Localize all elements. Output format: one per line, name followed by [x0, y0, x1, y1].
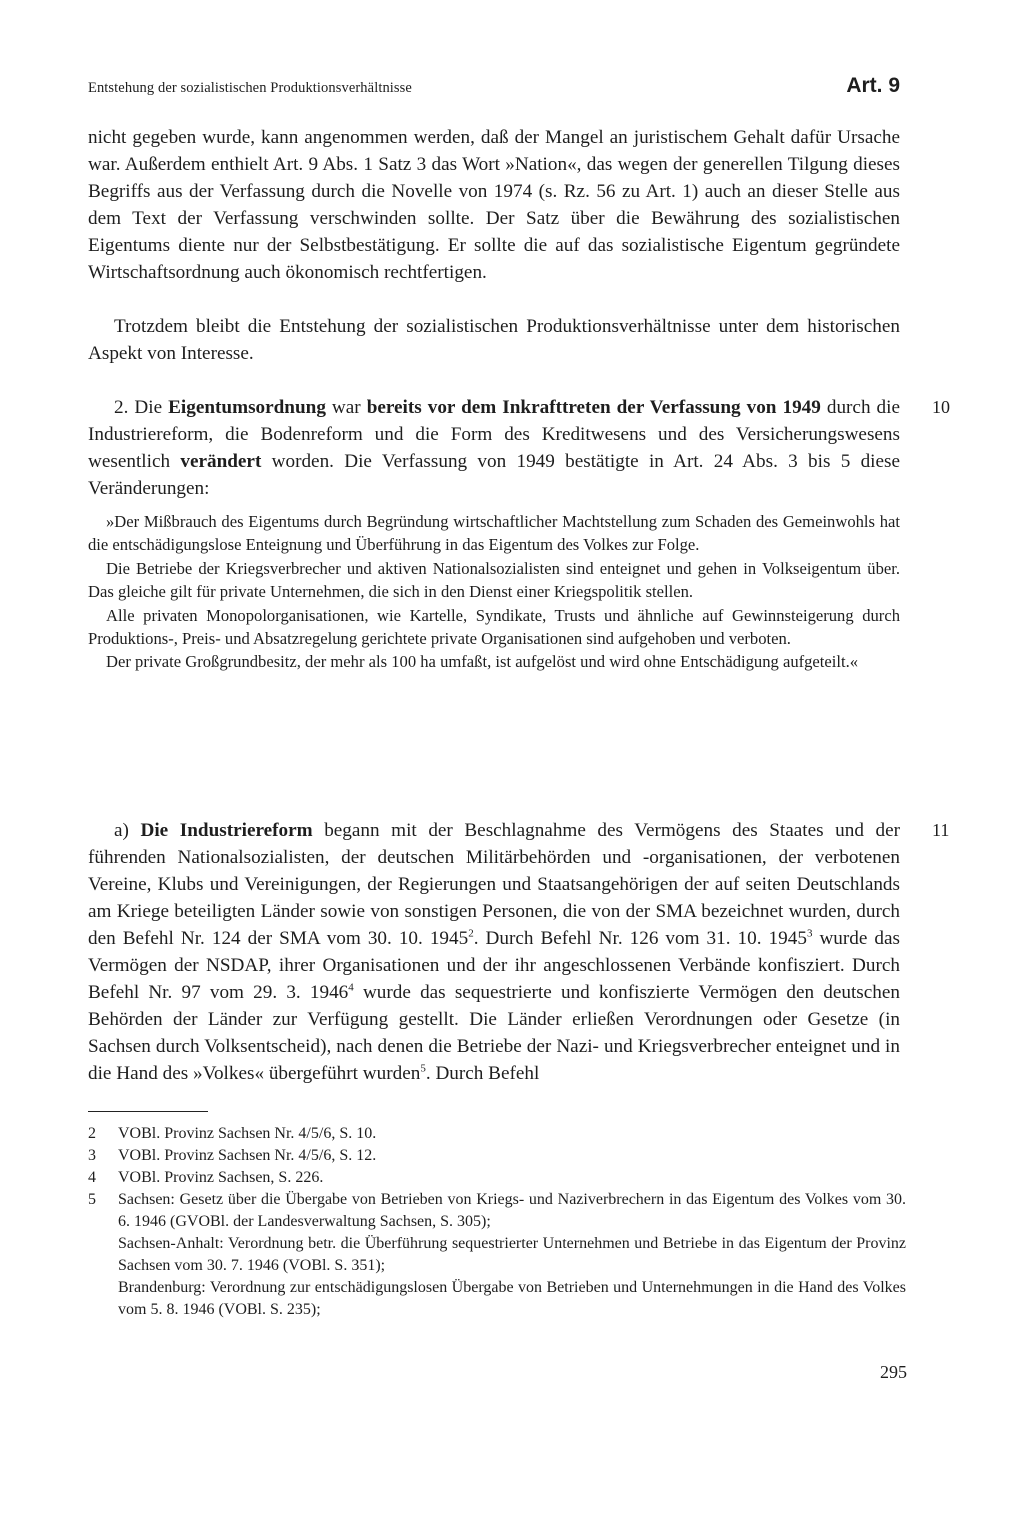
bold-term: Die Industriereform	[140, 820, 313, 841]
footnote-ref[interactable]: 3	[806, 927, 813, 940]
footnote-3	[88, 1145, 906, 1167]
quote-block	[88, 510, 900, 674]
body-paragraph: Trotzdem bleibt die Entstehung der sozialistischen Produktionsverhältnisse unter dem historischen Aspekt von Interesse.	[88, 316, 900, 364]
text-run: durch die Industriereform, die Bodenreform und die Form des Kreditwesens und des Versicherungswesens wesentlich	[88, 397, 900, 472]
article-label: Art. 9	[846, 74, 900, 97]
margin-number-10: 10	[932, 397, 950, 417]
footnotes	[88, 1123, 906, 1321]
section-industriereform	[88, 817, 900, 1087]
margin-number-11: 11	[932, 820, 950, 840]
footnote-ref[interactable]: 5	[420, 1062, 426, 1075]
footnote-text: Sachsen-Anhalt: Verordnung betr. die Überführung sequestrierter Unternehmen und Betriebe in das Eigentum der Provinz Sachsen vom 30. 7. 1946 (VOBl. S. 351);	[118, 1235, 906, 1274]
bold-term: Eigentumsordnung	[168, 397, 326, 418]
text-run: . Durch Befehl Nr. 126 vom 31. 10. 1945	[473, 928, 807, 949]
body-paragraph	[88, 394, 900, 502]
footnote-text: VOBl. Provinz Sachsen Nr. 4/5/6, S. 12.	[118, 1147, 377, 1164]
quote-paragraph: »Der Mißbrauch des Eigentums durch Begründung wirtschaftlicher Machtstellung zum Schaden des Gemeinwohls hat die entschädigungslose Enteignung und Überführung in das Eigentum des Volkes zur Folge.	[88, 512, 900, 555]
page-number: 295	[880, 1362, 907, 1382]
bold-term: verändert	[180, 451, 262, 472]
footnote-5	[88, 1189, 906, 1321]
text-run: begann mit der Beschlagnahme des Vermögens des Staates und der führenden Nationalsozialisten, der deutschen Militärbehörden und -organisationen, der verbotenen Vereine, Klubs und Vereinigungen, der Regierungen und Staatsangehörigen der auf seiten Deutschlands am Kriege beteiligten Länder sowie von sonstigen Personen, die von der SMA bezeichnet wurden, durch den Befehl Nr. 124 der SMA vom 30. 10. 1945	[88, 820, 901, 949]
section-eigentumsordnung	[88, 394, 900, 502]
paragraph-trotzdem	[88, 313, 900, 367]
text-run: war	[325, 397, 367, 418]
footnote-2	[88, 1123, 906, 1145]
footnote-ref[interactable]: 2	[468, 927, 474, 940]
text-run: worden. Die Verfassung von 1949 bestätigte in Art. 24 Abs. 3 bis 5 diese Veränderungen:	[88, 451, 900, 499]
footnote-number: 4	[88, 1169, 96, 1186]
running-head: Entstehung der sozialistischen Produktionsverhältnisse	[88, 80, 412, 96]
body-paragraph	[88, 817, 900, 1087]
footnote-ref[interactable]: 4	[348, 981, 354, 994]
footnote-number: 5	[88, 1191, 96, 1208]
body-paragraph: nicht gegeben wurde, kann angenommen werden, daß der Mangel an juristischem Gehalt dafür Ursache war. Außerdem enthielt Art. 9 Abs. 1 Satz 3 das Wort »Nation«, das wegen der generellen Tilgung dieses Begriffs aus der Verfassung durch die Novelle von 1974 (s. Rz. 56 zu Art. 1) auch an dieser Stelle aus dem Text der Verfassung verschwinden sollte. Der Satz über die Bewährung des sozialistischen Eigentums diente nur der Selbstbestätigung. Er sollte die auf das sozialistische Eigentum gegründete Wirtschaftsordnung auch ökonomisch rechtfertigen.	[88, 127, 900, 283]
footnote-text: VOBl. Provinz Sachsen Nr. 4/5/6, S. 10.	[118, 1125, 377, 1142]
footnote-divider	[88, 1111, 208, 1112]
quote-paragraph: Die Betriebe der Kriegsverbrecher und aktiven Nationalsozialisten sind enteignet und gehen in Volkseigentum über. Das gleiche gilt für private Unternehmen, die sich in den Dienst einer Kriegspolitik stellen.	[88, 558, 900, 602]
text-run: wurde das Vermögen der NSDAP, ihrer Organisationen und der ihr angeschlossenen Verbände konfisziert. Durch Befehl Nr. 97 vom 29. 3. 1946	[88, 928, 900, 1003]
footnote-number: 3	[88, 1147, 96, 1164]
text-run: 2. Die	[114, 397, 169, 418]
paragraph-continuation	[88, 124, 900, 286]
footnote-number: 2	[88, 1125, 96, 1142]
footnote-text: Sachsen: Gesetz über die Übergabe von Betrieben von Kriegs- und Naziverbrechern in das Eigentum des Volkes vom 30. 6. 1946 (GVOBl. der Landesverwaltung Sachsen, S. 305);	[118, 1191, 906, 1230]
quote-paragraph: Der private Großgrundbesitz, der mehr als 100 ha umfaßt, ist aufgelöst und wird ohne Entschädigung aufgeteilt.«	[106, 652, 859, 672]
footnote-text: VOBl. Provinz Sachsen, S. 226.	[118, 1169, 324, 1186]
footnote-text: Brandenburg: Verordnung zur entschädigungslosen Übergabe von Betrieben und Unternehmungen in die Hand des Volkes vom 5. 8. 1946 (VOBl. S. 235);	[118, 1279, 906, 1318]
quote-paragraph: Alle privaten Monopolorganisationen, wie Kartelle, Syndikate, Trusts und ähnliche auf Gewinnsteigerung durch Produktions-, Preis- und Absatzregelung gerichtete private Organisationen sind aufgehoben und verboten.	[88, 605, 900, 649]
text-run: . Durch Befehl	[425, 1063, 540, 1084]
text-run: a)	[114, 820, 141, 841]
bold-term: bereits vor dem Inkrafttreten der Verfassung von 1949	[366, 397, 821, 418]
footnote-4	[88, 1167, 906, 1189]
text-run: wurde das sequestrierte und konfiszierte Vermögen den deutschen Behörden der Länder zur Verfügung gestellt. Die Länder erließen Verordnungen oder Gesetze (in Sachsen durch Volksentscheid), nach denen die Betriebe der Nazi- und Kriegsverbrecher enteignet und in die Hand des »Volkes« übergeführt wurden	[88, 982, 900, 1084]
